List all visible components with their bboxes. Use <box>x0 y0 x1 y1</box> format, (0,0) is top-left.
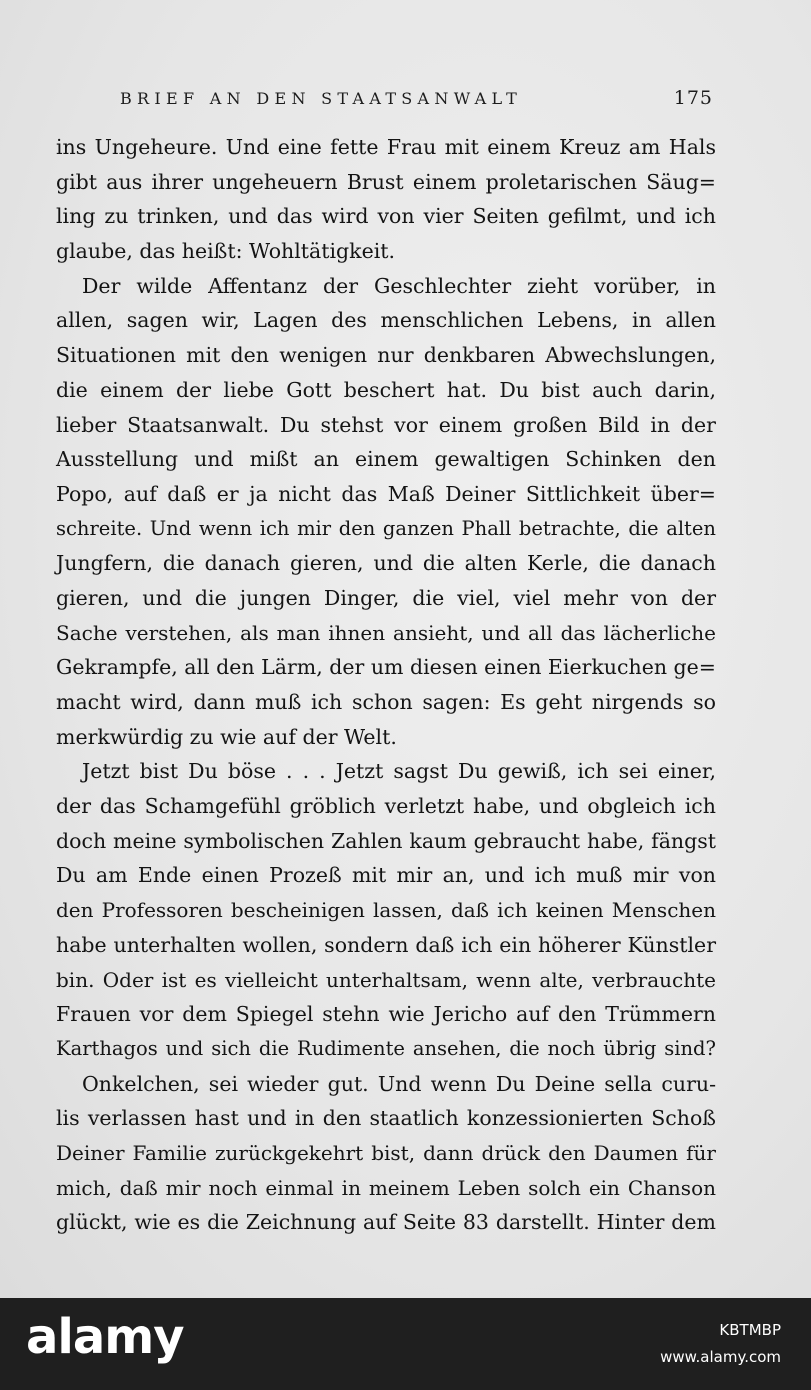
page-number: 175 <box>673 87 713 109</box>
text-line: doch meine symbolischen Zahlen kaum gebraucht habe, fängst <box>56 828 716 853</box>
text-line: Gekrampfe, all den Lärm, der um diesen einen Eierkuchen ge= <box>56 655 716 680</box>
text-line: glaube, das heißt: Wohltätigkeit. <box>56 239 396 264</box>
text-line: lieber Staatsanwalt. Du stehst vor einem großen Bild in der <box>56 412 716 437</box>
text-line: gieren, und die jungen Dinger, die viel, viel mehr von der <box>56 585 716 610</box>
text-line: mich, daß mir noch einmal in meinem Leben solch ein Chanson <box>56 1175 716 1200</box>
text-line: gibt aus ihrer ungeheuern Brust einem proletarischen Säug= <box>56 169 716 194</box>
text-line: merkwürdig zu wie auf der Welt. <box>56 724 397 749</box>
text-line: Deiner Familie zurückgekehrt bist, dann drück den Daumen für <box>56 1140 716 1165</box>
text-line: ling zu trinken, und das wird von vier Seiten gefilmt, und ich <box>56 204 716 229</box>
text-line: Frauen vor dem Spiegel stehn wie Jericho auf den Trümmern <box>56 1002 716 1027</box>
text-line: lis verlassen hast und in den staatlich konzessionierten Schoß <box>56 1106 716 1131</box>
text-line: Du am Ende einen Prozeß mit mir an, und ich muß mir von <box>56 863 716 888</box>
running-title: BRIEF AN DEN STAATSANWALT <box>120 89 523 108</box>
text-line: glückt, wie es die Zeichnung auf Seite 83 darstellt. Hinter dem <box>56 1210 716 1235</box>
text-line: habe unterhalten wollen, sondern daß ich ein höherer Künstler <box>56 932 716 957</box>
text-line: Ausstellung und mißt an einem gewaltigen Schinken den <box>56 447 716 472</box>
running-head <box>120 89 713 113</box>
image-id: KBTMBP <box>719 1321 781 1339</box>
text-line: macht wird, dann muß ich schon sagen: Es geht nirgends so <box>56 690 716 714</box>
body-text <box>56 130 716 1240</box>
text-line: Jetzt bist Du böse . . . Jetzt sagst Du gewiß, ich sei einer, <box>82 759 716 784</box>
text-line: allen, sagen wir, Lagen des menschlichen Lebens, in allen <box>56 308 716 333</box>
text-line: Popo, auf daß er ja nicht das Maß Deiner Sittlichkeit über= <box>56 481 716 506</box>
text-line: bin. Oder ist es vielleicht unterhaltsam, wenn alte, verbrauchte <box>56 967 716 992</box>
text-line: der das Schamgefühl gröblich verletzt habe, und obgleich ich <box>56 794 716 819</box>
alamy-logo: alamy <box>26 1309 184 1365</box>
text-line: ins Ungeheure. Und eine fette Frau mit einem Kreuz am Hals <box>56 135 716 159</box>
text-line: Situationen mit den wenigen nur denkbaren Abwechslungen, <box>56 343 716 368</box>
site-url: www.alamy.com <box>660 1348 781 1366</box>
text-line: Jungfern, die danach gieren, und die alten Kerle, die danach <box>56 551 716 576</box>
text-line: Karthagos und sich die Rudimente ansehen, die noch übrig sind? <box>56 1036 716 1060</box>
text-line: den Professoren bescheinigen lassen, daß ich keinen Menschen <box>56 898 716 923</box>
text-line: Onkelchen, sei wieder gut. Und wenn Du Deine sella curu- <box>82 1071 716 1096</box>
text-line: schreite. Und wenn ich mir den ganzen Phall betrachte, die alten <box>56 516 716 540</box>
text-line: Der wilde Affentanz der Geschlechter zieht vorüber, in <box>82 273 716 298</box>
text-line: Sache verstehen, als man ihnen ansieht, und all das lächerliche <box>56 620 716 645</box>
text-line: die einem der liebe Gott beschert hat. Du bist auch darin, <box>56 377 716 402</box>
